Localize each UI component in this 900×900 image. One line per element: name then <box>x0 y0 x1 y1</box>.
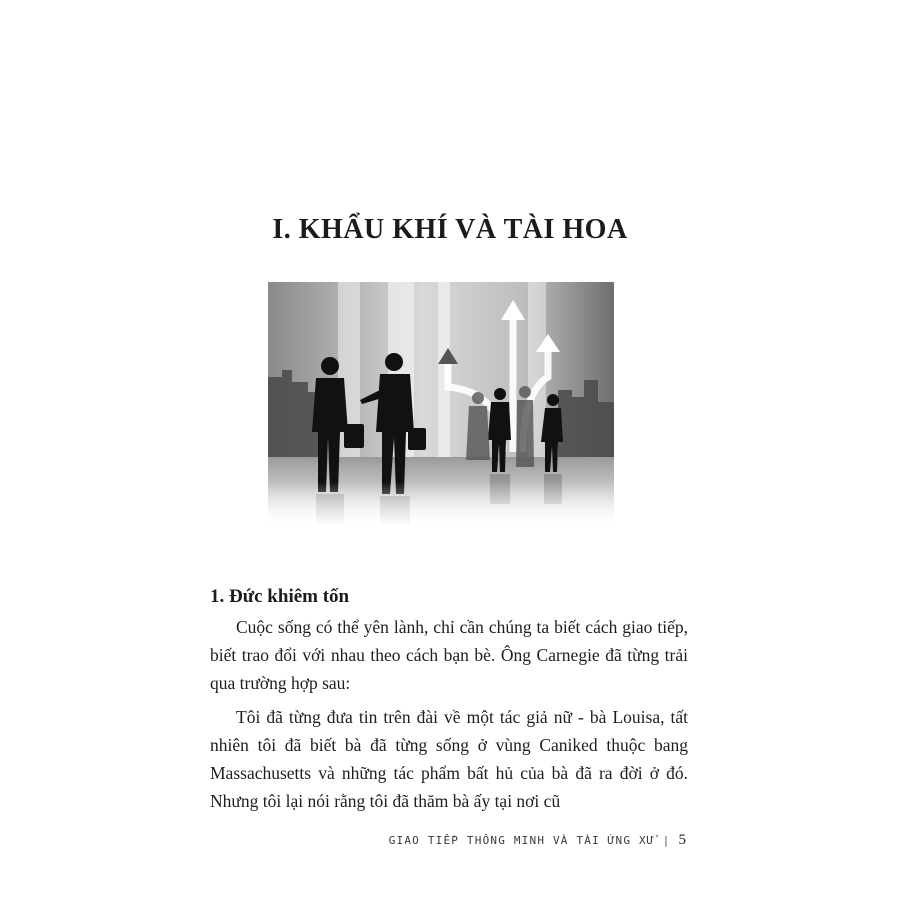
footer-separator: | <box>662 834 671 847</box>
running-footer <box>389 832 686 849</box>
body-paragraph <box>210 613 688 697</box>
body-paragraph <box>210 703 688 815</box>
section-heading: 1. Đức khiêm tốn <box>210 586 350 607</box>
running-title: GIAO TIẾP THÔNG MINH VÀ TÀI ỨNG XỬ <box>388 834 655 847</box>
business-people-silhouette-illustration <box>268 282 614 528</box>
body-paragraph-text: Cuộc sống có thể yên lành, chỉ cần chúng ta biết cách giao tiếp, biết trao đổi với nhau theo cách bạn bè. Ông Carnegie đã từng trải qua trường hợp sau: <box>210 617 688 693</box>
body-paragraph-text: Tôi đã từng đưa tin trên đài về một tác giả nữ - bà Louisa, tất nhiên tôi đã biết bà đã từng sống ở vùng Caniked thuộc bang Massachusetts và những tác phẩm bất hủ của bà đã ra đời ở đó. Nhưng tôi lại nói rằng tôi đã thăm bà ấy tại nơi cũ <box>210 707 688 811</box>
chapter-title: I. KHẨU KHÍ VÀ TÀI HOA <box>272 214 628 245</box>
page-number: 5 <box>678 832 686 848</box>
